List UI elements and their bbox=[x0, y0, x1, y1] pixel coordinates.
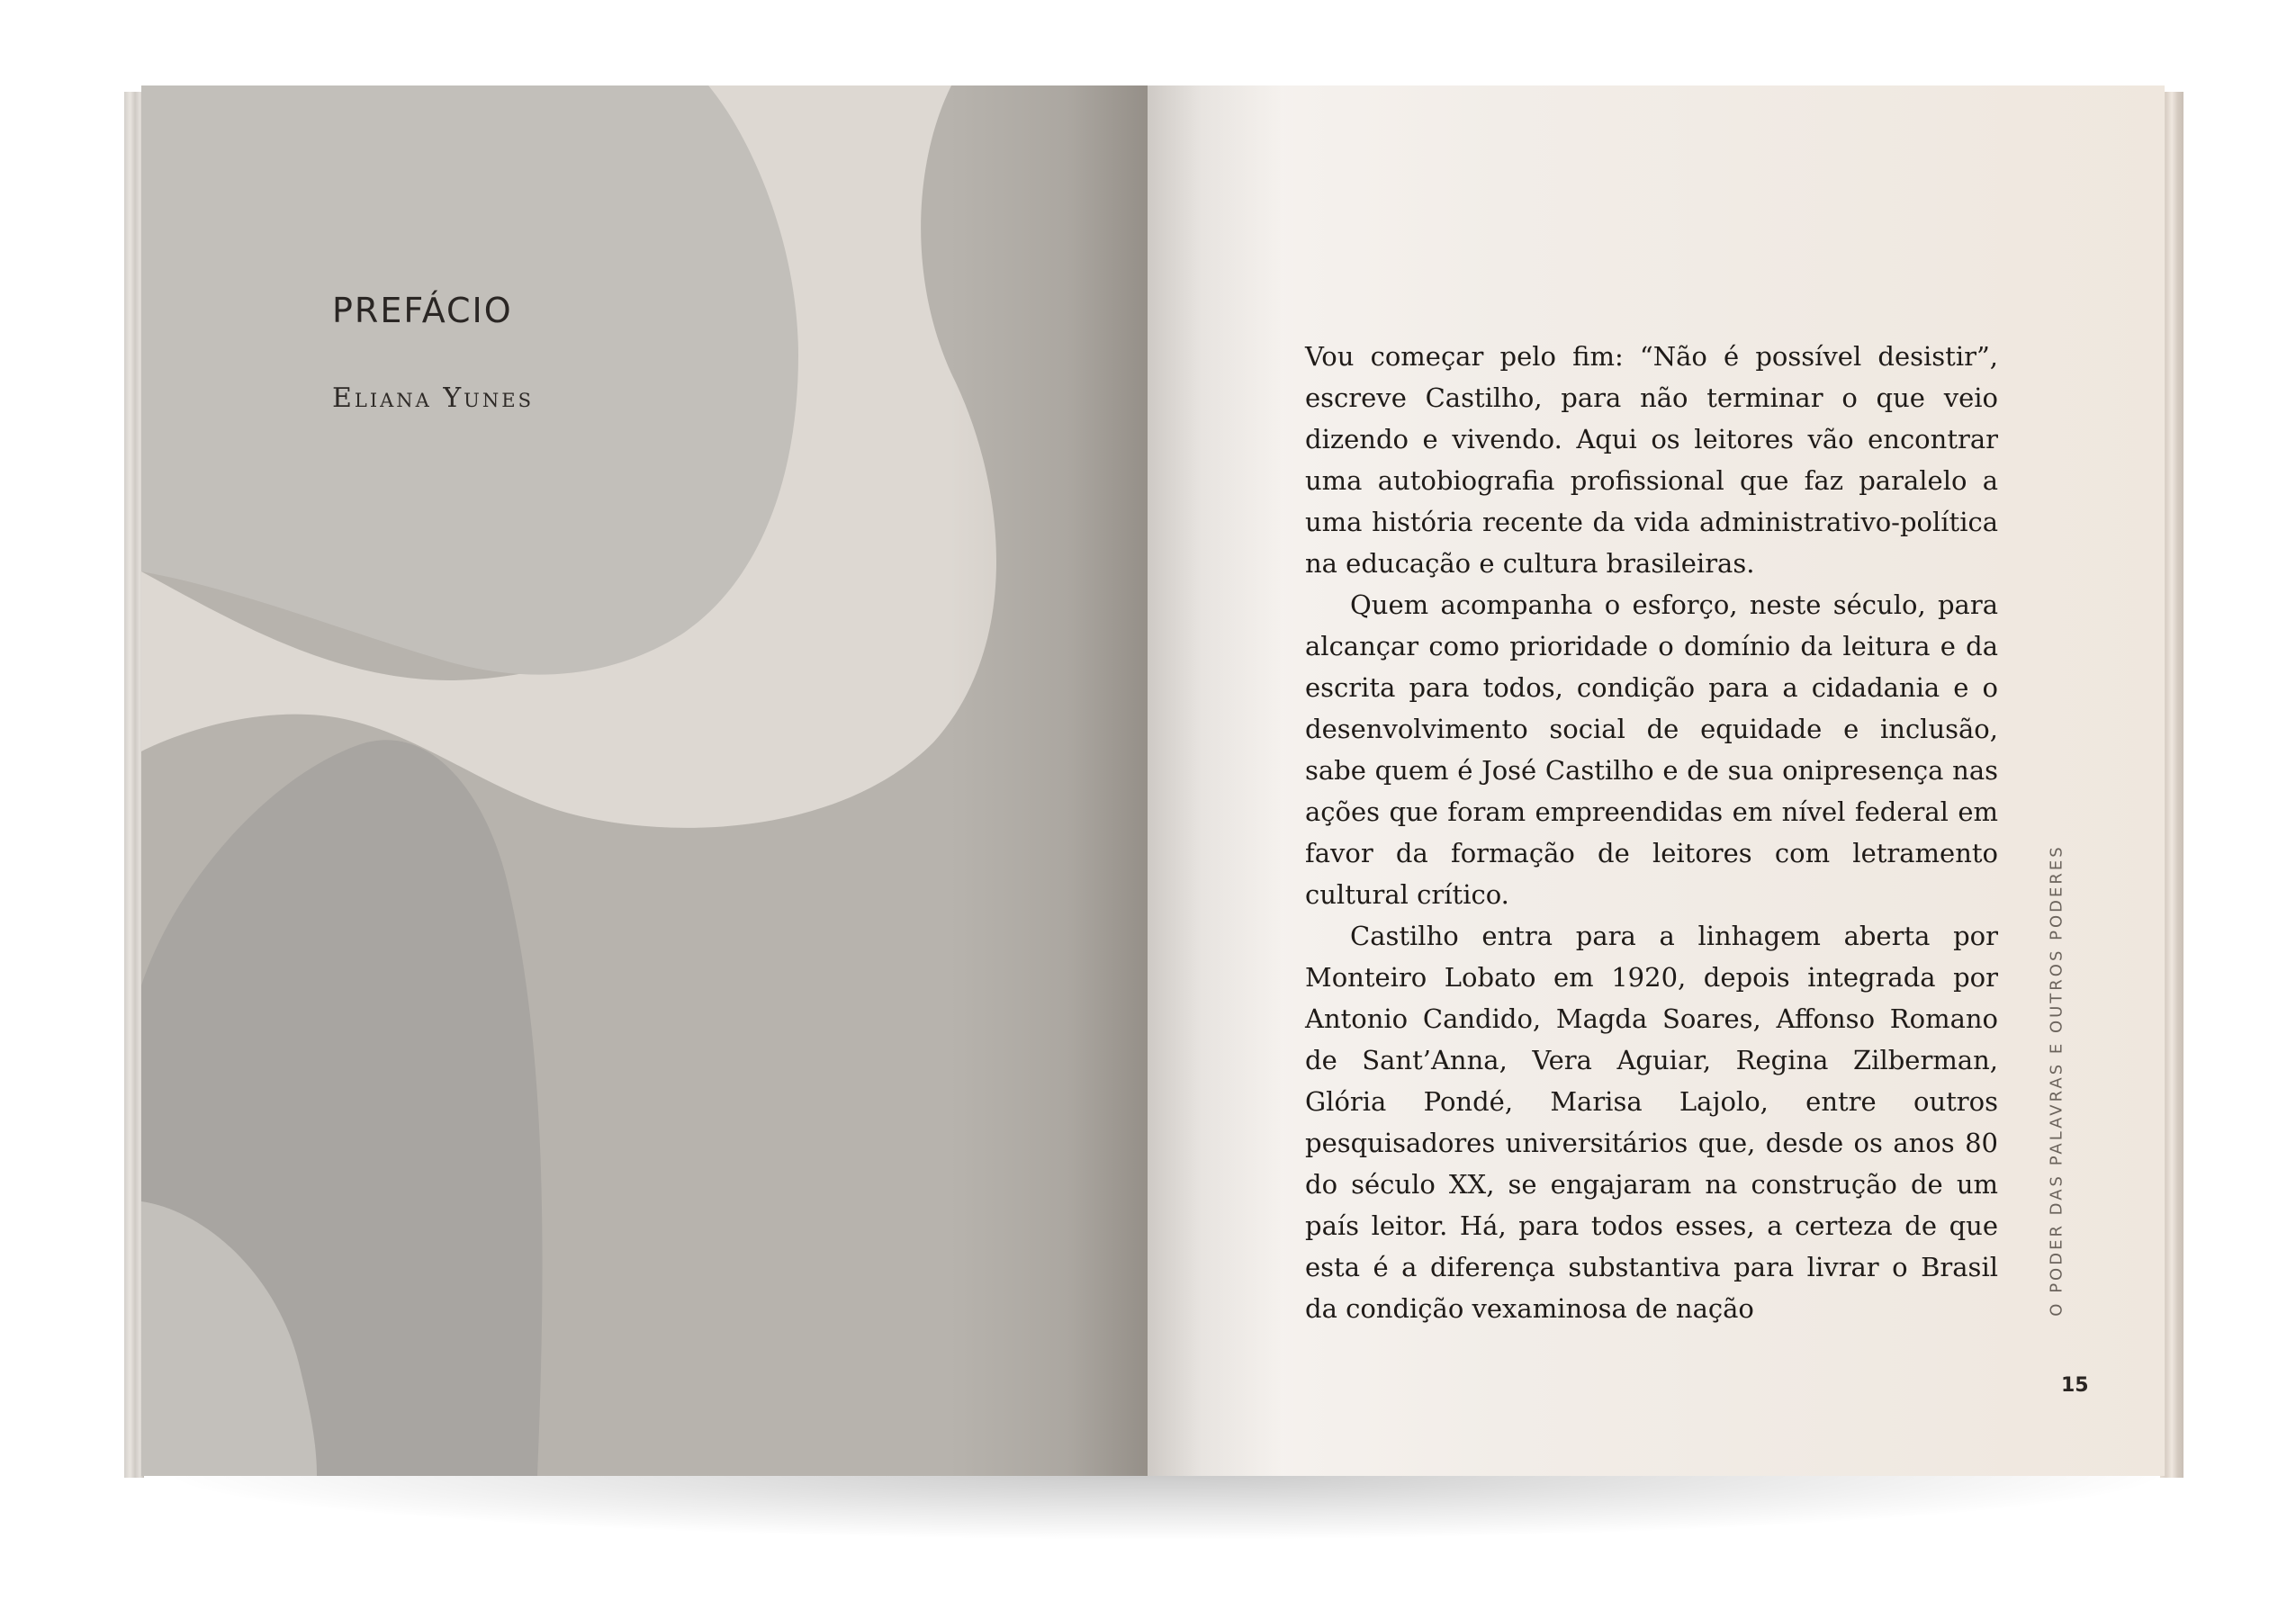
gutter-shadow-right bbox=[1148, 85, 1283, 1476]
paragraph: Quem acompanha o esforço, neste século, para alcançar como prioridade o domínio da leitura e da escrita para todos, condição para a cidadania e o desenvolvimento social de equidade e inclusão, sabe quem é José Castilho e de sua onipresença nas ações que foram empreendidas em nível federal em favor da formação de leitores com letramento cultural crítico. bbox=[1305, 589, 1998, 910]
left-page bbox=[141, 85, 1148, 1476]
author-name: Eliana Yunes bbox=[332, 382, 534, 414]
chapter-title: PREFÁCIO bbox=[332, 291, 513, 330]
right-page bbox=[1148, 85, 2165, 1476]
running-head: O PODER DAS PALAVRAS E OUTROS PODERES bbox=[2047, 844, 2066, 1317]
top-blob-shape bbox=[141, 85, 798, 675]
page-number: 15 bbox=[2061, 1374, 2089, 1397]
gutter-shadow-left bbox=[950, 85, 1148, 1476]
paragraph: Castilho entra para a linhagem aberta por Monteiro Lobato em 1920, depois integrada por Antonio Candido, Magda Soares, Affonso Romano de Sant’Anna, Vera Aguiar, Regina Zilberman, Glória Pondé, Marisa Lajolo, entre outros pesquisadores universitários que, desde os anos 80 do século XX, se engajaram na construção de um país leitor. Há, para todos esses, a certeza de que esta é a diferença substantiva para livrar o Brasil da condição vexaminosa de nação bbox=[1305, 921, 1998, 1324]
preface-body-text bbox=[1305, 336, 1998, 1329]
paragraph: Vou começar pelo fim: “Não é possível desistir”, escreve Castilho, para não terminar o que veio dizendo e vivendo. Aqui os leitores vão encontrar uma autobiografia profissional que faz paralelo a uma história recente da vida administrativo-política na educação e cultura brasileiras. bbox=[1305, 341, 1998, 579]
